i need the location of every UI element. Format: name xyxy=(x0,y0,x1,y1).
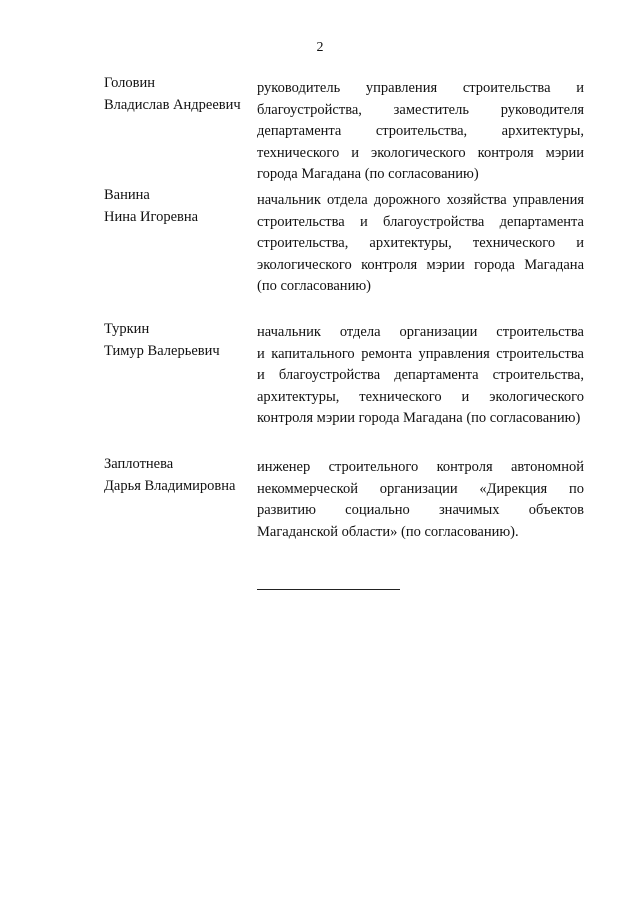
member-name-vanina xyxy=(104,184,254,228)
member-name-golovin xyxy=(104,72,254,116)
role-line: контроля мэрии города Магадана (по согласованию) xyxy=(257,410,581,426)
member-given-names: Владислав Андреевич xyxy=(104,97,241,113)
member-surname: Ванина xyxy=(104,187,150,203)
member-given-names: Нина Игоревна xyxy=(104,209,199,225)
role-line: начальник отдела организации строительства xyxy=(257,324,584,340)
member-surname: Заплотнева xyxy=(104,456,174,472)
page-number: 2 xyxy=(316,40,324,55)
role-line: руководитель управления строительства и xyxy=(257,80,584,96)
role-line: строительства, архитектуры, технического и xyxy=(257,235,584,251)
member-given-names: Дарья Владимировна xyxy=(104,478,236,494)
member-surname: Туркин xyxy=(104,321,150,337)
member-role-turkin xyxy=(257,322,584,430)
role-line: начальник отдела дорожного хозяйства управления xyxy=(257,192,584,208)
member-role-golovin xyxy=(257,78,584,186)
role-line: департамента строительства, архитектуры, xyxy=(257,123,584,139)
member-name-turkin xyxy=(104,318,254,362)
role-line: и капитального ремонта управления строительства xyxy=(257,345,584,362)
role-line: инженер строительного контроля автономной xyxy=(257,459,584,475)
member-name-zaplotneva xyxy=(104,453,254,497)
role-line: некоммерческой организации «Дирекция по xyxy=(257,480,584,497)
role-line: технического и экологического контроля мэрии xyxy=(257,144,584,161)
role-line: строительства и благоустройства департамента xyxy=(257,213,584,230)
end-rule-divider xyxy=(257,589,400,590)
member-role-vanina xyxy=(257,190,584,298)
role-line: и благоустройства департамента строительства, xyxy=(257,367,584,383)
role-line: развитию социально значимых объектов xyxy=(257,502,584,518)
role-line: архитектуры, технического и экологического xyxy=(257,388,584,405)
member-given-names: Тимур Валерьевич xyxy=(104,343,220,359)
member-surname: Головин xyxy=(104,75,156,91)
role-line: (по согласованию) xyxy=(257,278,371,294)
member-role-zaplotneva xyxy=(257,457,584,543)
role-line: города Магадана (по согласованию) xyxy=(257,166,479,182)
role-line: Магаданской области» (по согласованию). xyxy=(257,523,519,540)
role-line: экологического контроля мэрии города Магадана xyxy=(257,256,584,273)
role-line: благоустройства, заместитель руководителя xyxy=(257,101,584,118)
